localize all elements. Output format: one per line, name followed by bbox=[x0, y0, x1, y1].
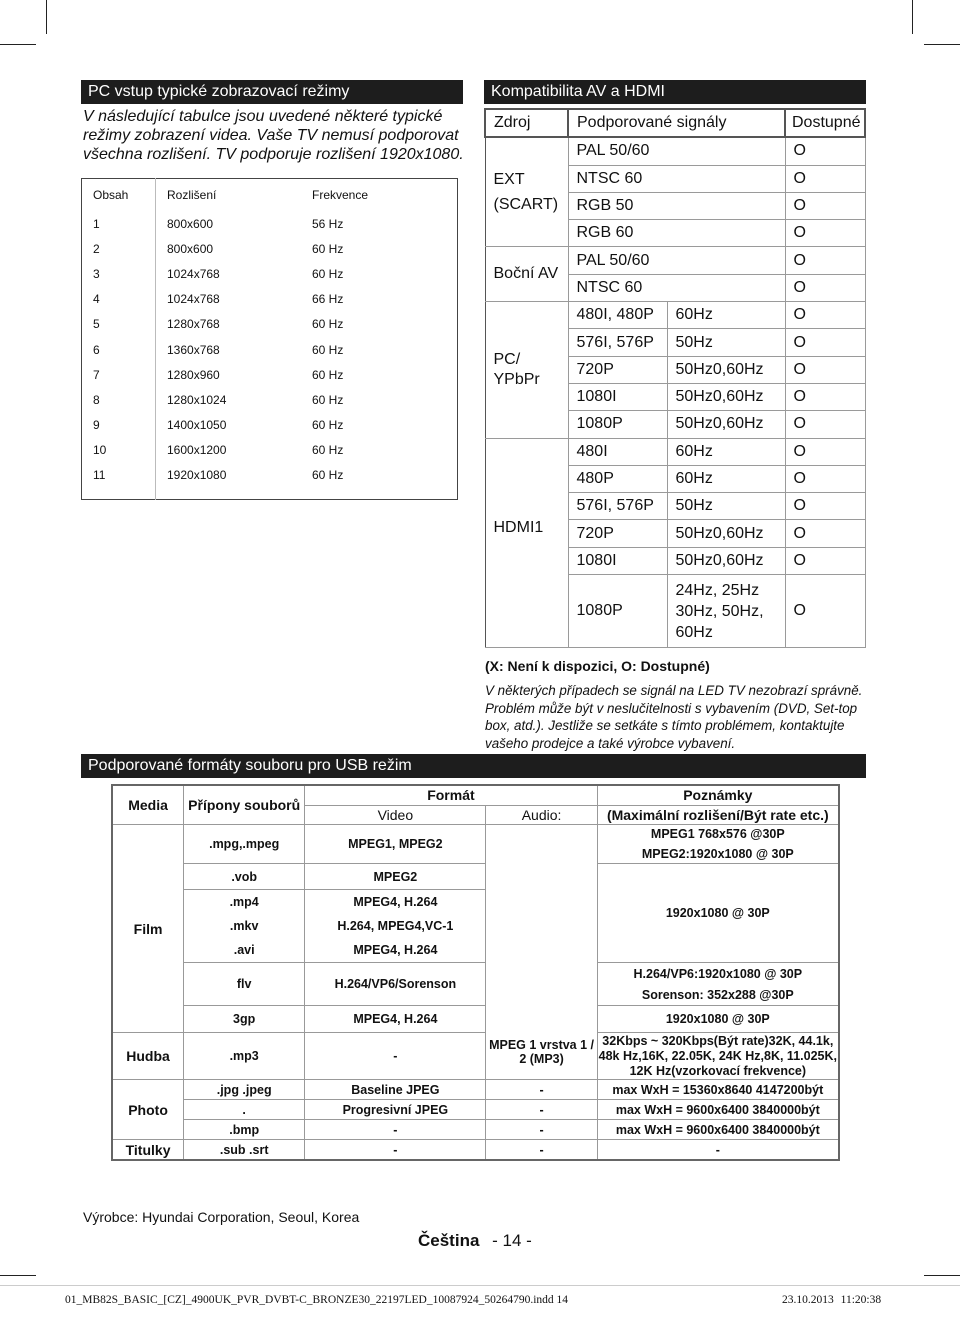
table-cell: 1920x1080 @ 30P bbox=[597, 864, 839, 963]
table-cell: 10 bbox=[82, 438, 156, 463]
table-cell: - bbox=[597, 1140, 839, 1161]
table-cell: .mkv bbox=[184, 914, 305, 938]
av-compat-table bbox=[484, 108, 866, 648]
table-cell: 60 Hz bbox=[312, 367, 344, 382]
table-cell: O bbox=[785, 302, 865, 329]
table-cell: 50Hz bbox=[667, 493, 785, 520]
table-cell: PAL 50/60 bbox=[568, 137, 785, 165]
table-cell: 60 Hz bbox=[312, 342, 344, 357]
table-cell: 60 Hz bbox=[312, 443, 344, 458]
av-legend: (X: Není k dispozici, O: Dostupné) bbox=[485, 658, 710, 674]
table-cell: - bbox=[486, 1100, 597, 1120]
table-cell: 50Hz0,60Hz bbox=[667, 356, 785, 383]
manufacturer-line: Výrobce: Hyundai Corporation, Seoul, Korea bbox=[83, 1209, 360, 1225]
table-cell: O bbox=[785, 192, 865, 219]
table-cell: - bbox=[486, 1080, 597, 1100]
table-cell: 4 bbox=[82, 287, 156, 312]
table-cell: 480I, 480P bbox=[568, 302, 667, 329]
table-cell: max WxH = 9600x6400 3840000být bbox=[597, 1100, 839, 1120]
table-cell: O bbox=[785, 356, 865, 383]
table-cell: max WxH = 15360x8640 4147200být bbox=[597, 1080, 839, 1100]
table-cell: 1920x1080 @ 30P bbox=[597, 1006, 839, 1033]
table-row bbox=[485, 247, 865, 274]
table-row bbox=[112, 1100, 839, 1120]
table-header-row bbox=[112, 785, 839, 805]
table-cell: .mpg,.mpeg bbox=[184, 825, 305, 864]
crop-mark bbox=[0, 1275, 36, 1276]
print-date: 23.10.2013 11:20:38 bbox=[782, 1294, 882, 1306]
table-cell: . bbox=[184, 1100, 305, 1120]
av-section-title bbox=[484, 80, 866, 104]
source-cell: PC/ YPbPr bbox=[485, 302, 568, 438]
audio-film: MPEG 1 vrstva 1 / 2 (MP3) bbox=[489, 1038, 595, 1066]
column-header: Podporované signály bbox=[568, 109, 785, 137]
table-cell: 60 Hz bbox=[312, 468, 344, 483]
media-titulky: Titulky bbox=[112, 1140, 184, 1161]
crop-mark bbox=[46, 0, 47, 34]
table-cell: MPEG4, H.264 bbox=[305, 938, 486, 963]
pc-section-title bbox=[81, 80, 463, 104]
column-header: Obsah bbox=[82, 179, 156, 212]
media-film: Film bbox=[112, 825, 184, 1033]
table-cell: 60Hz bbox=[667, 438, 785, 465]
table-cell: O bbox=[785, 329, 865, 356]
table-cell: 9 bbox=[82, 413, 156, 438]
table-cell: 8 bbox=[82, 387, 156, 412]
column-header: (Maximální rozlišení/Být rate etc.) bbox=[597, 805, 839, 825]
table-cell: 1024x768 bbox=[167, 292, 220, 307]
av-section-title-text: Kompatibilita AV a HDMI bbox=[491, 83, 665, 100]
table-row bbox=[112, 1120, 839, 1140]
table-cell: - bbox=[486, 1120, 597, 1140]
table-cell: 1 bbox=[82, 211, 156, 236]
table-row bbox=[112, 1033, 839, 1080]
table-cell: .jpg .jpeg bbox=[184, 1080, 305, 1100]
table-cell: 32Kbps ~ 320Kbps(Být rate)32K, 44.1k, 48k Hz,16K, 22.05K, 24K Hz,8K, 11.025K, 12K Hz(vzorkovací frekvence) bbox=[597, 1033, 839, 1080]
column-header: Formát bbox=[305, 785, 597, 805]
table-cell: 1280x1024 bbox=[167, 392, 227, 407]
note-line: MPEG2:1920x1080 @ 30P bbox=[641, 847, 794, 861]
table-cell: max WxH = 9600x6400 3840000být bbox=[597, 1120, 839, 1140]
column-header: Zdroj bbox=[485, 109, 568, 137]
table-cell: 60Hz bbox=[667, 465, 785, 492]
table-cell: 60 Hz bbox=[312, 418, 344, 433]
table-cell: O bbox=[785, 547, 865, 574]
table-cell: - bbox=[305, 1033, 486, 1080]
table-cell: 50Hz0,60Hz bbox=[667, 520, 785, 547]
note-line: MPEG1 768x576 @30P bbox=[650, 827, 785, 841]
table-cell: - bbox=[305, 1140, 486, 1161]
table-cell: MPEG1, MPEG2 bbox=[305, 825, 486, 864]
usb-section-title-text: Podporované formáty souboru pro USB režim bbox=[88, 757, 412, 774]
table-cell: H.264, MPEG4,VC-1 bbox=[305, 914, 486, 938]
table-cell: 800x600 bbox=[167, 241, 214, 256]
source-cell: HDMI1 bbox=[485, 438, 568, 647]
table-cell: .avi bbox=[184, 938, 305, 963]
table-cell: 50Hz bbox=[667, 329, 785, 356]
media-hudba: Hudba bbox=[112, 1033, 184, 1080]
column-header: Přípony souborů bbox=[184, 785, 305, 825]
table-cell: 7 bbox=[82, 362, 156, 387]
usb-formats-table bbox=[111, 784, 840, 1161]
table-cell: O bbox=[785, 465, 865, 492]
table-cell: O bbox=[785, 383, 865, 410]
table-row bbox=[82, 312, 458, 337]
table-row bbox=[112, 864, 839, 890]
av-note: V některých případech se signál na LED TV nezobrazí správně. Problém může být v neslučitelnosti s vybavením (DVD, Set-top box, atd.). Jestliže se setkáte s tímto problémem, kontaktujte vašeho prodejce a také výrobce vybavení. bbox=[485, 683, 863, 751]
table-cell: NTSC 60 bbox=[568, 165, 785, 192]
page-number: - 14 - bbox=[492, 1231, 532, 1250]
table-cell bbox=[597, 963, 839, 1006]
note-line: H.264/VP6:1920x1080 @ 30P bbox=[633, 966, 803, 981]
crop-mark bbox=[0, 44, 36, 45]
table-cell: 1600x1200 bbox=[167, 443, 227, 458]
table-cell: MPEG2 bbox=[305, 864, 486, 890]
table-cell: O bbox=[785, 220, 865, 247]
table-row bbox=[82, 236, 458, 261]
table-cell: .mp4 bbox=[184, 890, 305, 915]
table-cell: flv bbox=[184, 963, 305, 1006]
table-cell: 60 Hz bbox=[312, 392, 344, 407]
crop-mark bbox=[912, 0, 913, 34]
table-cell: 1280x960 bbox=[167, 367, 220, 382]
table-cell: 50Hz0,60Hz bbox=[667, 383, 785, 410]
table-row bbox=[112, 963, 839, 1006]
table-cell: O bbox=[785, 493, 865, 520]
note-line: Sorenson: 352x288 @30P bbox=[641, 987, 794, 1002]
table-row bbox=[82, 438, 458, 463]
table-cell: 60 Hz bbox=[312, 317, 344, 332]
column-header: Media bbox=[112, 785, 184, 825]
table-cell: 24Hz, 25Hz 30Hz, 50Hz, 60Hz bbox=[667, 575, 785, 648]
language-label: Čeština bbox=[418, 1231, 480, 1250]
table-cell: 720P bbox=[568, 356, 667, 383]
table-cell: O bbox=[785, 165, 865, 192]
table-cell: 1080P bbox=[568, 575, 667, 648]
source-cell: Boční AV bbox=[485, 247, 568, 302]
table-cell: 1080I bbox=[568, 383, 667, 410]
table-cell: 2 bbox=[82, 236, 156, 261]
table-cell: PAL 50/60 bbox=[568, 247, 785, 274]
table-row bbox=[112, 825, 839, 864]
source-cell: EXT (SCART) bbox=[485, 137, 568, 247]
table-header-row bbox=[485, 109, 865, 137]
pc-modes-table bbox=[81, 178, 458, 500]
table-row bbox=[82, 211, 458, 236]
table-cell: 1024x768 bbox=[167, 266, 220, 281]
table-row bbox=[82, 287, 458, 312]
table-cell: 50Hz0,60Hz bbox=[667, 411, 785, 438]
table-cell bbox=[597, 825, 839, 864]
table-cell: 3 bbox=[82, 261, 156, 286]
column-header: Video bbox=[305, 805, 486, 825]
table-cell: - bbox=[305, 1120, 486, 1140]
table-cell: RGB 60 bbox=[568, 220, 785, 247]
table-cell: O bbox=[785, 575, 865, 648]
table-cell: NTSC 60 bbox=[568, 274, 785, 301]
column-header: Rozlišení bbox=[167, 188, 217, 202]
table-row bbox=[485, 438, 865, 465]
table-row bbox=[112, 1006, 839, 1033]
table-cell: 56 Hz bbox=[312, 216, 344, 231]
table-cell: 6 bbox=[82, 337, 156, 362]
table-row-empty bbox=[82, 488, 458, 500]
table-cell: O bbox=[785, 247, 865, 274]
media-photo: Photo bbox=[112, 1080, 184, 1140]
file-info: 01_MB82S_BASIC_[CZ]_4900UK_PVR_DVBT-C_BRONZE30_22197LED_10087924_50264790.indd 14 bbox=[65, 1294, 569, 1306]
table-cell: O bbox=[785, 520, 865, 547]
table-row bbox=[485, 302, 865, 329]
table-cell: - bbox=[486, 1140, 597, 1161]
column-header: Frekvence bbox=[312, 188, 369, 202]
table-cell: .vob bbox=[184, 864, 305, 890]
table-cell: 60Hz bbox=[667, 302, 785, 329]
table-cell: O bbox=[785, 137, 865, 165]
pc-section-title-text: PC vstup typické zobrazovací režimy bbox=[88, 83, 350, 100]
table-row bbox=[82, 362, 458, 387]
table-cell: O bbox=[785, 438, 865, 465]
column-header: Poznámky bbox=[597, 785, 839, 805]
crop-mark bbox=[924, 44, 960, 45]
table-cell bbox=[301, 488, 458, 500]
table-cell: 11 bbox=[82, 463, 156, 488]
audio-cell bbox=[486, 825, 597, 1080]
table-cell: 3gp bbox=[184, 1006, 305, 1033]
table-cell: 1920x1080 bbox=[167, 468, 227, 483]
table-row bbox=[82, 413, 458, 438]
table-cell: O bbox=[785, 274, 865, 301]
table-cell bbox=[82, 488, 156, 500]
usb-section-title bbox=[81, 754, 866, 778]
table-cell: 480I bbox=[568, 438, 667, 465]
table-cell: H.264/VP6/Sorenson bbox=[305, 963, 486, 1006]
table-cell: 1360x768 bbox=[167, 342, 220, 357]
table-cell: 60 Hz bbox=[312, 241, 344, 256]
crop-mark bbox=[924, 1275, 960, 1276]
table-cell: .mp3 bbox=[184, 1033, 305, 1080]
table-cell: 576I, 576P bbox=[568, 329, 667, 356]
table-cell: 576I, 576P bbox=[568, 493, 667, 520]
table-cell: 1280x768 bbox=[167, 317, 220, 332]
footer-divider bbox=[0, 1285, 960, 1286]
table-cell: 60 Hz bbox=[312, 266, 344, 281]
table-cell: 720P bbox=[568, 520, 667, 547]
table-cell: 50Hz0,60Hz bbox=[667, 547, 785, 574]
table-cell: 480P bbox=[568, 465, 667, 492]
column-header: Audio: bbox=[486, 805, 597, 825]
table-header-row bbox=[82, 179, 458, 212]
table-cell: .bmp bbox=[184, 1120, 305, 1140]
table-cell: 1400x1050 bbox=[167, 418, 227, 433]
table-row bbox=[82, 387, 458, 412]
table-cell: RGB 50 bbox=[568, 192, 785, 219]
table-cell: 66 Hz bbox=[312, 292, 344, 307]
table-cell: MPEG4, H.264 bbox=[305, 1006, 486, 1033]
table-row bbox=[485, 137, 865, 165]
table-cell: Progresivní JPEG bbox=[305, 1100, 486, 1120]
table-cell: MPEG4, H.264 bbox=[305, 890, 486, 915]
table-cell: 1080I bbox=[568, 547, 667, 574]
pc-section-intro: V následující tabulce jsou uvedené některé typické režimy zobrazení videa. Vaše TV nemusí podporovat všechna rozlišení. TV podporuje rozlišení 1920x1080. bbox=[83, 108, 464, 163]
table-cell: 1080P bbox=[568, 411, 667, 438]
table-cell: 800x600 bbox=[167, 216, 214, 231]
table-row bbox=[82, 261, 458, 286]
table-cell bbox=[156, 488, 302, 500]
table-cell: 5 bbox=[82, 312, 156, 337]
table-row bbox=[112, 1140, 839, 1161]
table-row bbox=[82, 337, 458, 362]
table-row bbox=[112, 1080, 839, 1100]
column-header: Dostupné bbox=[785, 109, 865, 137]
table-cell: Baseline JPEG bbox=[305, 1080, 486, 1100]
table-cell: O bbox=[785, 411, 865, 438]
page-footer bbox=[418, 1231, 532, 1251]
table-row bbox=[82, 463, 458, 488]
table-cell: .sub .srt bbox=[184, 1140, 305, 1161]
